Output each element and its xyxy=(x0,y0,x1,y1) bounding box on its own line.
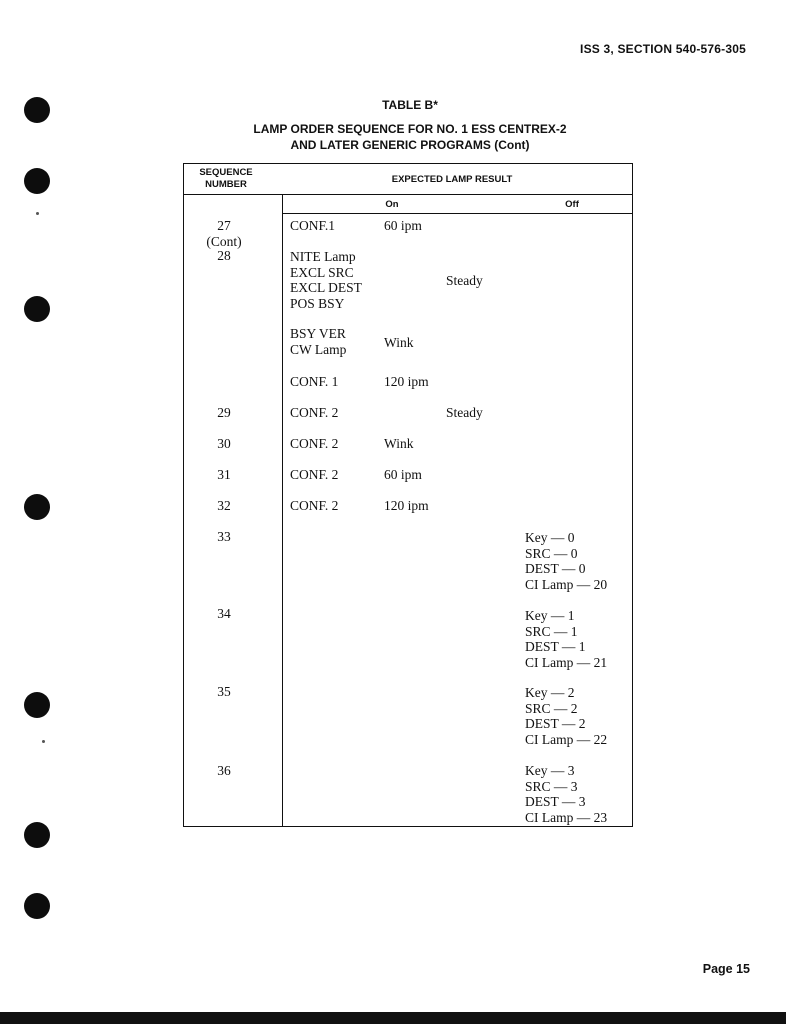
scan-speck xyxy=(42,740,45,743)
seq-30: 30 xyxy=(217,436,231,451)
seq-29: 29 xyxy=(217,405,231,420)
header-divider xyxy=(183,194,633,195)
binder-hole-3 xyxy=(24,296,50,322)
seq-35: 35 xyxy=(217,684,231,699)
lamp-excl-src: EXCL SRC xyxy=(290,264,354,280)
seq-27-number: 27 xyxy=(217,218,231,233)
scan-speck xyxy=(36,212,39,215)
seq-32: 32 xyxy=(217,498,231,513)
lamp-29: CONF. 2 xyxy=(290,405,339,420)
lamp-32: CONF. 2 xyxy=(290,498,339,513)
off-35-dest: DEST — 2 xyxy=(525,716,586,731)
lamp-27: CONF.1 xyxy=(290,218,336,233)
col-header-off: Off xyxy=(565,199,579,210)
on-30: Wink xyxy=(384,436,414,451)
on-32: 120 ipm xyxy=(384,498,429,513)
table-subtitle-line2: AND LATER GENERIC PROGRAMS (Cont) xyxy=(290,138,530,152)
off-36-ci-lamp: CI Lamp — 23 xyxy=(525,809,608,825)
on-27: 60 ipm xyxy=(384,218,422,233)
off-33-key: Key — 0 xyxy=(525,530,575,545)
binder-hole-5 xyxy=(24,692,50,718)
lamp-nite: NITE Lamp xyxy=(290,249,356,264)
steady-28: Steady xyxy=(446,273,483,288)
off-33-ci-lamp: CI Lamp — 20 xyxy=(525,576,608,592)
lamp-excl-dest: EXCL DEST xyxy=(290,280,362,295)
binder-hole-1 xyxy=(24,97,50,123)
col-header-sequence xyxy=(186,167,266,191)
off-36-src: SRC — 3 xyxy=(525,778,578,794)
off-35 xyxy=(525,685,607,747)
steady-29: Steady xyxy=(446,405,483,420)
on-28-conf1: 120 ipm xyxy=(384,374,429,389)
wink-28: Wink xyxy=(384,335,414,350)
off-35-key: Key — 2 xyxy=(525,685,575,700)
table-title: TABLE B* xyxy=(382,98,438,112)
off-35-src: SRC — 2 xyxy=(525,700,578,716)
lamp-cw: CW Lamp xyxy=(290,341,347,357)
off-34-key: Key — 1 xyxy=(525,608,575,623)
off-34-dest: DEST — 1 xyxy=(525,639,586,654)
page-number: Page 15 xyxy=(702,962,750,976)
off-36 xyxy=(525,763,607,825)
binder-hole-7 xyxy=(24,893,50,919)
col-header-sequence-line1: SEQUENCE xyxy=(199,167,253,178)
seq-27-cont: (Cont) xyxy=(206,233,242,249)
lamp-28-group-b xyxy=(290,326,346,357)
table-subtitle-line1: LAMP ORDER SEQUENCE FOR NO. 1 ESS CENTREX-2 xyxy=(253,122,567,136)
seq-33: 33 xyxy=(217,529,231,544)
lamp-28-group-a xyxy=(290,249,362,311)
off-33 xyxy=(525,530,607,592)
seq-31: 31 xyxy=(217,467,231,482)
col-header-on: On xyxy=(385,199,399,210)
scan-edge xyxy=(0,1012,786,1024)
off-34 xyxy=(525,608,607,670)
off-33-dest: DEST — 0 xyxy=(525,561,586,576)
off-36-dest: DEST — 3 xyxy=(525,794,586,809)
lamp-pos-bsy: POS BSY xyxy=(290,295,345,311)
seq-36: 36 xyxy=(217,763,231,778)
off-33-src: SRC — 0 xyxy=(525,545,578,561)
lamp-bsy-ver: BSY VER xyxy=(290,326,346,341)
seq-34: 34 xyxy=(217,606,231,621)
col-header-expected: EXPECTED LAMP RESULT xyxy=(391,174,513,185)
seq-27 xyxy=(184,218,264,249)
off-34-ci-lamp: CI Lamp — 21 xyxy=(525,654,608,670)
subheader-divider xyxy=(282,213,633,214)
col-header-sequence-line2: NUMBER xyxy=(205,179,247,190)
page-header: ISS 3, SECTION 540-576-305 xyxy=(580,42,746,56)
seq-28: 28 xyxy=(217,248,231,263)
lamp-31: CONF. 2 xyxy=(290,467,339,482)
off-36-key: Key — 3 xyxy=(525,763,575,778)
binder-hole-4 xyxy=(24,494,50,520)
binder-hole-6 xyxy=(24,822,50,848)
lamp-28-conf1: CONF. 1 xyxy=(290,374,339,389)
binder-hole-2 xyxy=(24,168,50,194)
lamp-30: CONF. 2 xyxy=(290,436,339,451)
off-34-src: SRC — 1 xyxy=(525,623,578,639)
column-divider xyxy=(282,194,283,827)
on-31: 60 ipm xyxy=(384,467,422,482)
off-35-ci-lamp: CI Lamp — 22 xyxy=(525,731,608,747)
